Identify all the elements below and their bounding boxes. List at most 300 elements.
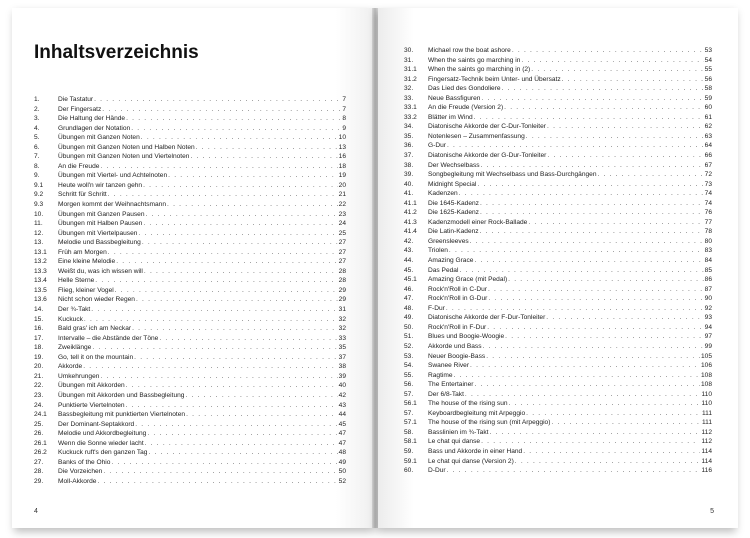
toc-entry-number: 28. bbox=[34, 468, 44, 476]
toc-entry-page: 85 bbox=[704, 266, 712, 274]
toc-entry-number: 9. bbox=[34, 172, 40, 180]
toc-entry-number: 16. bbox=[34, 325, 44, 333]
toc-entry bbox=[404, 208, 712, 218]
toc-entry-number: 36. bbox=[404, 142, 414, 150]
toc-entry bbox=[34, 229, 346, 239]
toc-entry bbox=[404, 199, 712, 209]
toc-entry-number: 59.1 bbox=[404, 457, 417, 465]
toc-dot-leader bbox=[486, 352, 700, 362]
toc-entry-title: An die Freude (Version 2) bbox=[428, 104, 504, 112]
toc-entry-title: Neuer Boogie-Bass bbox=[428, 352, 486, 360]
toc-entry-page: 47 bbox=[338, 430, 346, 438]
toc-entry bbox=[34, 334, 346, 344]
toc-dot-leader bbox=[138, 229, 337, 239]
toc-dot-leader bbox=[143, 219, 337, 229]
toc-entry-number: 41.2 bbox=[404, 209, 417, 217]
toc-entry-title: Punktierte Viertelnoten bbox=[58, 401, 125, 409]
toc-entry-title: Amazing Grace bbox=[428, 257, 474, 265]
toc-entry-number: 9.2 bbox=[34, 191, 44, 199]
toc-entry-title: Bald gras' ich am Neckar bbox=[58, 325, 132, 333]
toc-dot-leader bbox=[131, 124, 341, 134]
toc-entry-number: 32. bbox=[404, 85, 414, 93]
toc-entry-title: Die 1645-Kadenz bbox=[428, 199, 479, 207]
toc-entry-title: Melodie und Bassbegleitung bbox=[58, 239, 141, 247]
toc-dot-leader bbox=[446, 304, 704, 314]
toc-entry-number: 41. bbox=[404, 190, 414, 198]
toc-entry-number: 45.1 bbox=[404, 276, 417, 284]
toc-entry-title: Le chat qui danse (Version 2) bbox=[428, 457, 514, 465]
toc-entry-number: 11. bbox=[34, 220, 43, 228]
toc-entry-title: Das Pedal bbox=[428, 266, 459, 274]
toc-entry-title: Kuckuck bbox=[58, 315, 83, 323]
toc-entry bbox=[404, 266, 712, 276]
toc-dot-leader bbox=[126, 114, 341, 124]
toc-dot-leader bbox=[477, 180, 703, 190]
toc-entry bbox=[404, 409, 712, 419]
toc-entry bbox=[404, 447, 712, 457]
toc-dot-leader bbox=[480, 208, 704, 218]
toc-entry bbox=[404, 122, 712, 132]
toc-entry bbox=[404, 275, 712, 285]
toc-entry-number: 57. bbox=[404, 390, 414, 398]
toc-entry bbox=[34, 276, 346, 286]
toc-entry-number: 13.2 bbox=[34, 258, 47, 266]
toc-dot-leader bbox=[186, 410, 338, 420]
toc-entry-page: 23 bbox=[338, 210, 346, 218]
toc-entry-page: 67 bbox=[704, 161, 712, 169]
toc-entry-number: 21. bbox=[34, 372, 44, 380]
toc-entry-number: 49. bbox=[404, 314, 414, 322]
toc-entry bbox=[404, 161, 712, 171]
toc-entry-title: Schritt für Schritt bbox=[58, 191, 107, 199]
toc-entry-page: 29 bbox=[338, 296, 346, 304]
toc-entry-page: 110 bbox=[701, 400, 712, 408]
right-page bbox=[378, 8, 738, 528]
toc-dot-leader bbox=[487, 323, 703, 333]
toc-dot-leader bbox=[135, 420, 337, 430]
toc-entry-number: 53. bbox=[404, 352, 414, 360]
toc-entry-number: 31.1 bbox=[404, 66, 417, 74]
toc-entry-number: 4. bbox=[34, 124, 40, 132]
toc-entry-number: 10. bbox=[34, 210, 44, 218]
toc-entry-title: Akkorde und Bass bbox=[428, 342, 482, 350]
toc-entry-title: Ragtime bbox=[428, 371, 453, 379]
toc-entry-title: Le chat qui danse bbox=[428, 438, 481, 446]
toc-entry-title: Fingersatz-Technik beim Unter- und Übersatz bbox=[428, 75, 561, 83]
toc-entry-title: Grundlagen der Notation bbox=[58, 124, 131, 132]
toc-dot-leader bbox=[126, 381, 338, 391]
toc-entry-number: 3. bbox=[34, 115, 40, 123]
toc-entry-number: 59. bbox=[404, 447, 414, 455]
toc-dot-leader bbox=[547, 122, 704, 132]
toc-dot-leader bbox=[134, 353, 338, 363]
toc-entry bbox=[404, 141, 712, 151]
toc-entry-title: F-Dur bbox=[428, 304, 445, 312]
toc-entry-title: Blätter im Wind bbox=[428, 113, 473, 121]
toc-entry-page: 21 bbox=[338, 191, 346, 199]
toc-entry bbox=[34, 105, 346, 115]
toc-entry-page: 83 bbox=[704, 247, 712, 255]
toc-entry-page: 29 bbox=[338, 286, 346, 294]
toc-entry-number: 26.1 bbox=[34, 439, 47, 447]
toc-entry-page: 49 bbox=[338, 458, 346, 466]
toc-entry-number: 37. bbox=[404, 152, 414, 160]
toc-entry-page: 54 bbox=[704, 56, 712, 64]
toc-entry-number: 25. bbox=[34, 420, 44, 428]
toc-entry-title: Übungen mit Viertelpausen bbox=[58, 229, 138, 237]
toc-entry-title: Michael row the boat ashore bbox=[428, 47, 511, 54]
toc-entry-number: 38. bbox=[404, 161, 414, 169]
toc-entry-number: 13.5 bbox=[34, 286, 47, 294]
toc-entry-page: 33 bbox=[338, 334, 346, 342]
toc-entry-page: 50 bbox=[338, 468, 346, 476]
toc-entry bbox=[34, 353, 346, 363]
toc-entry-page: 16 bbox=[338, 153, 346, 161]
toc-entry-title: Kadenzen bbox=[428, 190, 458, 198]
toc-entry-number: 7. bbox=[34, 153, 40, 161]
toc-entry bbox=[34, 286, 346, 296]
toc-entry-title: Swanee River bbox=[428, 362, 470, 370]
toc-entry-page: 112 bbox=[701, 438, 712, 446]
toc-entry-title: Songbegleitung mit Wechselbass und Bass-Durchgängen bbox=[428, 171, 597, 179]
toc-dot-leader bbox=[102, 105, 341, 115]
toc-entry-number: 57.1 bbox=[404, 419, 417, 427]
toc-entry bbox=[404, 304, 712, 314]
toc-dot-leader bbox=[459, 266, 703, 276]
toc-entry bbox=[404, 94, 712, 104]
toc-entry-number: 15. bbox=[34, 315, 44, 323]
toc-entry-title: Neue Bassfiguren bbox=[428, 94, 481, 102]
toc-entry-page: 90 bbox=[704, 295, 712, 303]
toc-entry-page: 74 bbox=[704, 190, 712, 198]
toc-entry bbox=[404, 285, 712, 295]
toc-dot-leader bbox=[480, 227, 704, 237]
toc-entry-page: 116 bbox=[701, 467, 712, 475]
toc-entry-page: 27 bbox=[338, 248, 346, 256]
toc-entry-number: 30. bbox=[404, 47, 414, 54]
toc-entry-title: Der Wechselbass bbox=[428, 161, 480, 169]
toc-entry-page: 114 bbox=[701, 457, 712, 465]
toc-entry-page: 94 bbox=[704, 323, 712, 331]
toc-entry-title: The Entertainer bbox=[428, 381, 474, 389]
toc-entry bbox=[34, 124, 346, 134]
toc-dot-leader bbox=[470, 361, 700, 371]
toc-entry bbox=[34, 458, 346, 468]
toc-dot-leader bbox=[474, 113, 704, 123]
toc-entry bbox=[34, 315, 346, 325]
toc-entry-page: 108 bbox=[700, 381, 712, 389]
toc-dot-leader bbox=[95, 276, 337, 286]
toc-entry-number: 12. bbox=[34, 229, 44, 237]
toc-entry-page: 63 bbox=[704, 132, 712, 140]
toc-entry-page: 35 bbox=[338, 344, 346, 352]
toc-dot-leader bbox=[190, 152, 337, 162]
toc-entry-page: 97 bbox=[704, 333, 712, 341]
left-page bbox=[12, 8, 372, 528]
toc-entry-title: Übungen mit Ganzen Noten bbox=[58, 134, 140, 142]
toc-entry-number: 27. bbox=[34, 458, 44, 466]
toc-entry-page: 40 bbox=[338, 382, 346, 390]
toc-entry-number: 58.1 bbox=[404, 438, 417, 446]
toc-entry-page: 38 bbox=[338, 363, 346, 371]
toc-entry-title: Übungen mit Akkorden und Bassbegleitung bbox=[58, 391, 185, 399]
toc-dot-leader bbox=[141, 133, 338, 143]
toc-entry bbox=[404, 323, 712, 333]
toc-entry bbox=[404, 170, 712, 180]
toc-entry bbox=[404, 361, 712, 371]
toc-dot-leader bbox=[447, 141, 704, 151]
toc-dot-leader bbox=[449, 246, 704, 256]
toc-entry-number: 19. bbox=[34, 353, 44, 361]
toc-entry bbox=[34, 401, 346, 411]
toc-entry-title: Rock'n'Roll in G-Dur bbox=[428, 295, 488, 303]
toc-entry bbox=[404, 294, 712, 304]
toc-entry-number: 33. bbox=[404, 94, 414, 102]
toc-entry-page: 86 bbox=[704, 276, 712, 284]
toc-entry bbox=[404, 218, 712, 228]
toc-entry-page: 25 bbox=[338, 229, 346, 237]
toc-entry bbox=[34, 381, 346, 391]
toc-entry bbox=[34, 267, 346, 277]
toc-entry-number: 13.4 bbox=[34, 277, 47, 285]
toc-entry-title: Morgen kommt der Weihnachtsmann bbox=[58, 201, 166, 209]
toc-entry-title: Triolen bbox=[428, 247, 448, 255]
toc-entry bbox=[404, 437, 712, 447]
toc-dot-leader bbox=[454, 371, 700, 381]
toc-entry-number: 2. bbox=[34, 105, 40, 113]
toc-entry-page: 53 bbox=[704, 47, 712, 54]
toc-entry-title: Flieg, kleiner Vogel bbox=[58, 286, 114, 294]
toc-dot-leader bbox=[489, 428, 700, 438]
toc-dot-leader bbox=[515, 457, 701, 467]
toc-entry-title: Übungen mit Akkorden bbox=[58, 382, 125, 390]
toc-entry-page: 59 bbox=[704, 94, 712, 102]
toc-dot-leader bbox=[488, 294, 703, 304]
toc-entry-title: Der 6/8-Takt bbox=[428, 390, 464, 398]
toc-dot-leader bbox=[97, 477, 337, 487]
toc-entry-number: 56. bbox=[404, 381, 414, 389]
toc-entry-page: 110 bbox=[701, 390, 712, 398]
toc-entry-title: Kadenzmodell einer Rock-Ballade bbox=[428, 218, 528, 226]
toc-dot-leader bbox=[111, 458, 337, 468]
toc-entry-number: 52. bbox=[404, 342, 414, 350]
toc-entry bbox=[404, 84, 712, 94]
toc-entry-page: 27 bbox=[338, 239, 346, 247]
toc-dot-leader bbox=[100, 162, 337, 172]
toc-dot-leader bbox=[168, 171, 338, 181]
toc-dot-leader bbox=[83, 362, 337, 372]
toc-entry bbox=[34, 248, 346, 258]
toc-entry-number: 31. bbox=[404, 56, 414, 64]
page-number-left: 4 bbox=[34, 508, 38, 515]
toc-entry bbox=[34, 429, 346, 439]
toc-entry-page: 61 bbox=[704, 113, 712, 121]
toc-entry-number: 39. bbox=[404, 171, 414, 179]
toc-entry bbox=[34, 467, 346, 477]
toc-entry-number: 26. bbox=[34, 430, 44, 438]
toc-dot-leader bbox=[145, 439, 338, 449]
toc-entry-page: 92 bbox=[704, 304, 712, 312]
toc-entry-title: Diatonische Akkorde der F-Dur-Tonleiter bbox=[428, 314, 546, 322]
toc-entry-title: Kuckuck ruft's den ganzen Tag bbox=[58, 449, 148, 457]
toc-entry-title: Notenlesen – Zusammenfassung bbox=[428, 132, 525, 140]
toc-entry-page: 28 bbox=[338, 277, 346, 285]
toc-entry-page: 99 bbox=[704, 342, 712, 350]
toc-dot-leader bbox=[474, 256, 703, 266]
toc-entry-page: 39 bbox=[338, 372, 346, 380]
toc-entry-page: 64 bbox=[704, 142, 712, 150]
toc-entry-number: 34. bbox=[404, 123, 414, 131]
toc-entry-page: 7 bbox=[342, 96, 346, 103]
toc-entry-title: Bass und Akkorde in einer Hand bbox=[428, 447, 523, 455]
toc-entry-title: The house of the rising sun (mit Arpeggio) bbox=[428, 419, 551, 427]
toc-entry-number: 43. bbox=[404, 247, 414, 255]
toc-entry-number: 5. bbox=[34, 134, 40, 142]
toc-entry-number: 60. bbox=[404, 467, 414, 475]
toc-entry-title: Blues und Boogie-Woogie bbox=[428, 333, 505, 341]
toc-dot-leader bbox=[147, 429, 337, 439]
toc-entry-title: Intervalle – die Abstände der Töne bbox=[58, 334, 159, 342]
toc-entry-page: 62 bbox=[704, 123, 712, 131]
toc-entry-page: 76 bbox=[704, 209, 712, 217]
toc-dot-leader bbox=[512, 46, 704, 56]
toc-dot-leader bbox=[547, 151, 703, 161]
toc-entry-title: Übungen mit Viertel- und Achtelnoten bbox=[58, 172, 168, 180]
toc-entry-number: 23. bbox=[34, 391, 44, 399]
toc-entry-number: 26.2 bbox=[34, 449, 47, 457]
toc-dot-leader bbox=[480, 199, 704, 209]
toc-entry-title: Die Vorzeichen bbox=[58, 468, 103, 476]
toc-entry bbox=[404, 332, 712, 342]
toc-entry bbox=[404, 390, 712, 400]
toc-entry-title: Der Fingersatz bbox=[58, 105, 102, 113]
toc-entry bbox=[404, 352, 712, 362]
toc-dot-leader bbox=[508, 275, 704, 285]
toc-entry-title: D-Dur bbox=[428, 467, 446, 475]
toc-entry bbox=[404, 256, 712, 266]
toc-entry-page: 84 bbox=[704, 257, 712, 265]
toc-dot-leader bbox=[132, 324, 338, 334]
toc-entry-page: 37 bbox=[338, 353, 346, 361]
toc-entry-number: 47. bbox=[404, 295, 414, 303]
toc-entry bbox=[404, 189, 712, 199]
toc-entry-title: The house of the rising sun bbox=[428, 400, 508, 408]
toc-entry-page: 9 bbox=[342, 124, 346, 132]
toc-entry-page: 27 bbox=[338, 258, 346, 266]
toc-entry bbox=[404, 371, 712, 381]
toc-entry-title: Diatonische Akkorde der C-Dur-Tonleiter bbox=[428, 123, 547, 131]
toc-entry-number: 13.1 bbox=[34, 248, 47, 256]
toc-entry-title: Die Haltung der Hände bbox=[58, 115, 126, 123]
toc-entry-page: 24 bbox=[338, 220, 346, 228]
toc-dot-leader bbox=[598, 170, 704, 180]
toc-entry-title: Übungen mit Ganzen Noten und Viertelnoten bbox=[58, 153, 190, 161]
toc-entry-number: 24. bbox=[34, 401, 44, 409]
toc-entry-page: 7 bbox=[342, 105, 346, 113]
toc-entry-page: 32 bbox=[338, 315, 346, 323]
toc-entry-title: Midnight Special bbox=[428, 180, 477, 188]
toc-entry-number: 24.1 bbox=[34, 411, 47, 419]
toc-entry bbox=[34, 305, 346, 315]
toc-entry bbox=[34, 257, 346, 267]
toc-entry-page: 55 bbox=[704, 66, 712, 74]
toc-entry-title: Rock'n'Roll in F-Dur bbox=[428, 323, 487, 331]
toc-entry bbox=[34, 391, 346, 401]
toc-entry-number: 41.4 bbox=[404, 228, 417, 236]
toc-entry-page: 87 bbox=[704, 285, 712, 293]
toc-entry bbox=[34, 343, 346, 353]
toc-dot-leader bbox=[142, 238, 338, 248]
toc-entry bbox=[34, 133, 346, 143]
toc-entry bbox=[404, 428, 712, 438]
toc-dot-leader bbox=[159, 334, 337, 344]
toc-entry bbox=[34, 162, 346, 172]
toc-entry-title: Diatonische Akkorde der G-Dur-Tonleiter bbox=[428, 152, 547, 160]
toc-dot-leader bbox=[509, 399, 701, 409]
toc-entry-page: 74 bbox=[704, 199, 712, 207]
toc-entry bbox=[404, 151, 712, 161]
toc-entry-page: 111 bbox=[701, 409, 712, 417]
toc-entry-title: Go, tell it on the mountain bbox=[58, 353, 134, 361]
toc-entry-number: 29. bbox=[34, 477, 44, 485]
toc-entry-title: Keyboardbegleitung mit Arpeggio bbox=[428, 409, 526, 417]
toc-entry-title: Akkorde bbox=[58, 363, 83, 371]
toc-entry bbox=[34, 210, 346, 220]
toc-entry-title: Der ¾-Takt bbox=[58, 306, 91, 314]
toc-entry-page: 78 bbox=[704, 228, 712, 236]
page-number-right: 5 bbox=[710, 508, 714, 515]
toc-entry-page: 105 bbox=[700, 352, 712, 360]
toc-dot-leader bbox=[144, 267, 338, 277]
toc-dot-leader bbox=[523, 447, 700, 457]
toc-entry-number: 50. bbox=[404, 323, 414, 331]
toc-entry-number: 13.3 bbox=[34, 267, 47, 275]
toc-entry-page: 52 bbox=[338, 477, 346, 485]
toc-entry-title: Banks of the Ohio bbox=[58, 458, 111, 466]
toc-entry bbox=[34, 448, 346, 458]
toc-entry bbox=[34, 324, 346, 334]
toc-entry-number: 31.2 bbox=[404, 75, 417, 83]
toc-entry-page: 13 bbox=[338, 143, 346, 151]
toc-entry-title: Die Tastatur bbox=[58, 96, 94, 103]
toc-entry bbox=[404, 237, 712, 247]
toc-entry-title: G-Dur bbox=[428, 142, 446, 150]
toc-entry bbox=[34, 190, 346, 200]
toc-entry bbox=[404, 457, 712, 467]
toc-entry-number: 14. bbox=[34, 306, 44, 314]
toc-entry-title: Weißt du, was ich wissen will bbox=[58, 267, 143, 275]
toc-entry bbox=[404, 180, 712, 190]
toc-dot-leader bbox=[531, 65, 703, 75]
toc-dot-leader bbox=[91, 305, 337, 315]
toc-entry-title: Übungen mit Ganzen Noten und Halben Noten bbox=[58, 143, 195, 151]
toc-dot-leader bbox=[196, 143, 338, 153]
toc-entry-page: 73 bbox=[704, 180, 712, 188]
toc-entry bbox=[34, 114, 346, 124]
toc-entry-number: 51. bbox=[404, 333, 414, 341]
toc-entry-title: Zweiklänge bbox=[58, 344, 92, 352]
toc-entry-number: 8. bbox=[34, 162, 40, 170]
toc-entry-page: 77 bbox=[704, 218, 712, 226]
toc-entry-page: 93 bbox=[704, 314, 712, 322]
toc-entry-title: Wenn die Sonne wieder lacht bbox=[58, 439, 144, 447]
toc-entry bbox=[34, 410, 346, 420]
toc-dot-leader bbox=[447, 466, 701, 476]
toc-entry-number: 18. bbox=[34, 344, 44, 352]
toc-dot-leader bbox=[92, 343, 337, 353]
toc-entry-title: Übungen mit Ganzen Pausen bbox=[58, 210, 145, 218]
toc-entry-number: 42. bbox=[404, 237, 414, 245]
